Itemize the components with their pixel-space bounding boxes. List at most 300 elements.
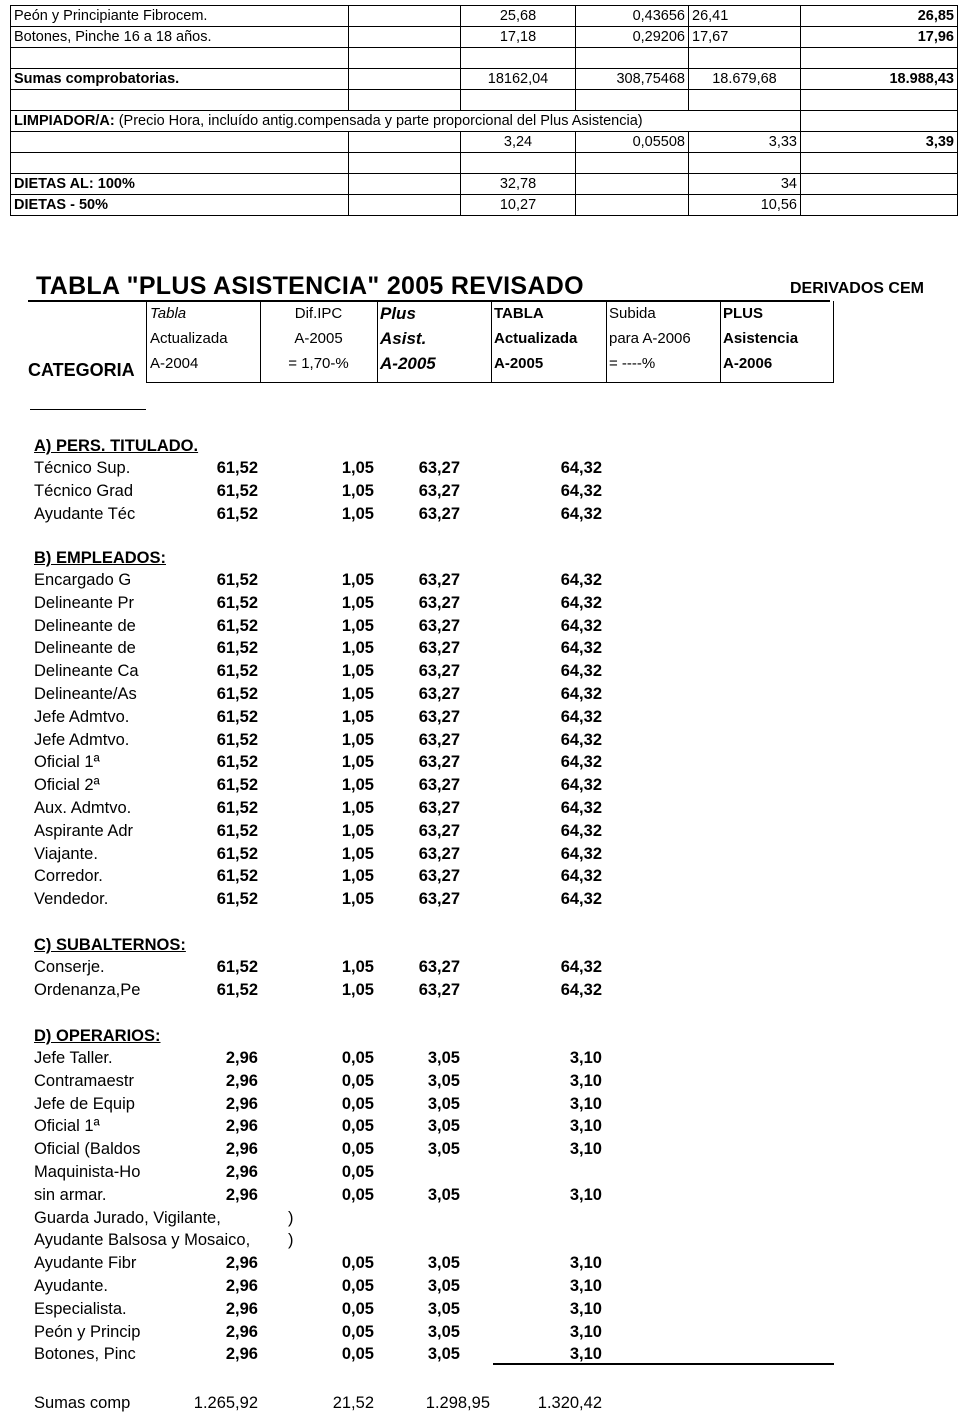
column-header-line: Plus xyxy=(380,304,416,323)
table-row xyxy=(0,1138,964,1160)
value-col-3: 63,27 xyxy=(418,776,460,795)
value-col-1: 61,52 xyxy=(216,593,258,612)
column-header xyxy=(260,301,378,383)
section-title: A) PERS. TITULADO. xyxy=(34,437,199,455)
value-col-4: 3,10 xyxy=(569,1254,602,1273)
value-col-2: 0,05 xyxy=(341,1322,374,1341)
table-row xyxy=(0,797,964,819)
value-col-4: 64,32 xyxy=(560,867,602,886)
value-col-2: 0,05 xyxy=(341,1254,374,1273)
blank-cell xyxy=(349,153,461,174)
cell-c6 xyxy=(801,111,958,132)
category-rule xyxy=(30,409,146,410)
table-row xyxy=(0,592,964,614)
category-header xyxy=(28,360,146,381)
column-header-line: Asist. xyxy=(380,329,427,348)
value-col-4: 64,32 xyxy=(560,753,602,772)
limpiador-note-cell xyxy=(11,111,801,132)
cell-c5: 34 xyxy=(689,174,801,195)
table-row xyxy=(0,1321,964,1343)
category-header-text: CATEGORIA xyxy=(28,360,135,380)
value-col-2: 1,05 xyxy=(341,616,374,635)
table-row xyxy=(0,820,964,842)
value-col-4: 3,10 xyxy=(569,1299,602,1318)
table-row xyxy=(0,1093,964,1115)
value-col-1: 61,52 xyxy=(216,867,258,886)
row-category: Jefe Taller. xyxy=(34,1049,113,1067)
cell-c3: 17,18 xyxy=(461,27,576,48)
top-table-row xyxy=(11,6,958,27)
row-category: Corredor. xyxy=(34,867,103,886)
value-col-4: 3,10 xyxy=(569,1185,602,1204)
cell-c5: 17,67 xyxy=(689,27,801,48)
cell-c6: 3,39 xyxy=(801,132,958,153)
cell-c3: 18162,04 xyxy=(461,69,576,90)
value-col-4: 64,32 xyxy=(560,593,602,612)
cell-c6 xyxy=(801,90,958,111)
total-col-2: 21,52 xyxy=(332,1394,374,1412)
page-title: TABLA "PLUS ASISTENCIA" 2005 REVISADO xyxy=(36,272,584,300)
value-col-1: 61,52 xyxy=(216,571,258,589)
row-category: Delineante de xyxy=(34,639,136,658)
row-category: Especialista. xyxy=(34,1299,127,1318)
cell-c3: 32,78 xyxy=(461,174,576,195)
row-category: Oficial 1ª xyxy=(34,753,100,772)
cell-c5 xyxy=(689,48,801,69)
row-category: Delineante Pr xyxy=(34,593,134,612)
value-col-3: 63,27 xyxy=(418,890,460,909)
value-col-2: 1,05 xyxy=(341,890,374,909)
table-row xyxy=(0,956,964,978)
value-col-2: 0,05 xyxy=(341,1140,374,1159)
top-table xyxy=(10,5,958,216)
value-col-4: 64,32 xyxy=(560,616,602,635)
value-col-3: 3,05 xyxy=(427,1049,460,1067)
value-col-3: 3,05 xyxy=(427,1185,460,1204)
row-category: Contramaestr xyxy=(34,1071,134,1090)
cell-c4: 308,75468 xyxy=(576,69,689,90)
value-col-4: 64,32 xyxy=(560,730,602,749)
value-col-3: 63,27 xyxy=(418,730,460,749)
company-name: DERIVADOS CEM xyxy=(790,280,924,297)
row-label: Botones, Pinche 16 a 18 años. xyxy=(11,27,349,48)
table-row xyxy=(0,569,964,591)
value-col-4: 64,32 xyxy=(560,639,602,658)
row-category: Maquinista-Ho xyxy=(34,1163,141,1181)
table-row xyxy=(0,660,964,682)
value-col-3: 3,05 xyxy=(427,1071,460,1090)
value-col-4: 64,32 xyxy=(560,890,602,909)
limpiador-row xyxy=(11,132,958,153)
value-col-2: 1,05 xyxy=(341,958,374,976)
row-category: Delineante/As xyxy=(34,685,137,703)
value-col-1: 61,52 xyxy=(216,504,258,523)
value-col-2: 1,05 xyxy=(341,593,374,612)
column-header-line: Actualizada xyxy=(150,330,228,347)
table-row xyxy=(0,683,964,705)
row-paren: ) xyxy=(288,1208,294,1227)
column-header-line: A-2006 xyxy=(723,355,773,372)
value-col-2: 1,05 xyxy=(341,639,374,658)
value-col-2: 1,05 xyxy=(341,799,374,817)
cell-c2 xyxy=(349,48,461,69)
value-col-4: 3,10 xyxy=(569,1117,602,1136)
cell-c2 xyxy=(349,195,461,216)
value-col-4: 3,10 xyxy=(569,1345,602,1364)
total-col-1: 1.265,92 xyxy=(193,1394,258,1412)
column-header-line: Tabla xyxy=(150,305,187,322)
column-header-line: = ----% xyxy=(609,355,656,372)
value-col-2: 0,05 xyxy=(341,1185,374,1204)
value-col-1: 2,96 xyxy=(225,1049,258,1067)
cell-c4 xyxy=(576,195,689,216)
column-header-line: A-2005 xyxy=(380,354,436,373)
value-col-2: 0,05 xyxy=(341,1277,374,1295)
value-col-3: 63,27 xyxy=(418,799,460,817)
value-col-1: 2,96 xyxy=(225,1322,258,1341)
value-col-2: 0,05 xyxy=(341,1071,374,1090)
value-col-4: 3,10 xyxy=(569,1094,602,1113)
cell-c5 xyxy=(689,90,801,111)
column-header-line: PLUS xyxy=(723,305,764,322)
value-col-1: 61,52 xyxy=(216,844,258,863)
value-col-3: 3,05 xyxy=(427,1117,460,1136)
value-col-3: 3,05 xyxy=(427,1299,460,1318)
table-row xyxy=(0,480,964,502)
value-col-3: 63,27 xyxy=(418,821,460,840)
value-col-3: 3,05 xyxy=(427,1322,460,1341)
table-row xyxy=(0,457,964,479)
table-row xyxy=(0,1184,964,1206)
totals-row xyxy=(0,1392,964,1414)
value-col-2: 1,05 xyxy=(341,504,374,523)
row-category: Ayudante Téc xyxy=(34,504,136,523)
row-category: Jefe Admtvo. xyxy=(34,730,130,749)
blank-cell xyxy=(11,153,349,174)
value-col-1: 61,52 xyxy=(216,481,258,500)
row-category: Oficial 2ª xyxy=(34,776,100,795)
top-table-row xyxy=(11,90,958,111)
limpiador-note: (Precio Hora, incluído antig.compensada y parte proporcional del Plus Asistencia) xyxy=(114,113,643,129)
cell-c6 xyxy=(801,195,958,216)
table-row xyxy=(0,706,964,728)
cell-c3 xyxy=(461,48,576,69)
value-col-2: 1,05 xyxy=(341,707,374,726)
value-col-2: 1,05 xyxy=(341,481,374,500)
blank-cell xyxy=(461,153,576,174)
row-category: Encargado G xyxy=(34,571,132,589)
value-col-2: 1,05 xyxy=(341,662,374,681)
totals-label: Sumas comp xyxy=(34,1394,131,1412)
value-col-1: 61,52 xyxy=(216,662,258,681)
table-row xyxy=(0,979,964,1001)
row-category: Oficial 1ª xyxy=(34,1117,100,1136)
row-label xyxy=(11,132,349,153)
value-col-1: 2,96 xyxy=(225,1254,258,1273)
row-category: Aux. Admtvo. xyxy=(34,799,132,817)
row-category: Ayudante Fibr xyxy=(34,1254,137,1273)
value-col-3: 63,27 xyxy=(418,639,460,658)
value-col-1: 2,96 xyxy=(225,1117,258,1136)
value-col-4: 64,32 xyxy=(560,481,602,500)
value-col-4: 64,32 xyxy=(560,799,602,817)
value-col-3: 63,27 xyxy=(418,616,460,635)
column-header-line: = 1,70-% xyxy=(288,355,349,372)
value-col-1: 61,52 xyxy=(216,980,258,999)
value-col-3: 63,27 xyxy=(418,707,460,726)
column-header-line: A-2005 xyxy=(294,330,343,347)
value-col-1: 61,52 xyxy=(216,459,258,477)
column-header xyxy=(377,301,492,383)
section-title: D) OPERARIOS: xyxy=(34,1027,161,1045)
limpiador-header-row xyxy=(11,111,958,132)
row-category: Vendedor. xyxy=(34,890,109,909)
table-row xyxy=(0,751,964,773)
row-category: Guarda Jurado, Vigilante, xyxy=(34,1208,221,1227)
value-col-2: 0,05 xyxy=(341,1163,374,1181)
cell-c2 xyxy=(349,69,461,90)
row-category: Técnico Grad xyxy=(34,481,134,500)
table-row xyxy=(0,774,964,796)
value-col-1: 2,96 xyxy=(225,1277,258,1295)
cell-c2 xyxy=(349,132,461,153)
value-col-1: 61,52 xyxy=(216,730,258,749)
column-header-line: para A-2006 xyxy=(609,330,691,347)
cell-c4 xyxy=(576,174,689,195)
value-col-4: 3,10 xyxy=(569,1277,602,1295)
row-label xyxy=(11,90,349,111)
value-col-4: 64,32 xyxy=(560,707,602,726)
value-col-2: 1,05 xyxy=(341,571,374,589)
cell-c4: 0,05508 xyxy=(576,132,689,153)
row-label: DIETAS - 50% xyxy=(11,195,349,216)
value-col-1: 2,96 xyxy=(225,1163,258,1181)
top-table-row xyxy=(11,27,958,48)
value-col-4: 3,10 xyxy=(569,1071,602,1090)
table-row xyxy=(0,843,964,865)
cell-c4: 0,29206 xyxy=(576,27,689,48)
column-header xyxy=(606,301,721,383)
top-table-row xyxy=(11,48,958,69)
row-category: Viajante. xyxy=(34,844,98,863)
value-col-1: 61,52 xyxy=(216,707,258,726)
row-category: Peón y Princip xyxy=(34,1322,141,1341)
row-label: Sumas comprobatorias. xyxy=(11,69,349,90)
column-header xyxy=(146,301,261,383)
value-col-3: 63,27 xyxy=(418,980,460,999)
value-col-4: 64,32 xyxy=(560,958,602,976)
value-col-3: 63,27 xyxy=(418,685,460,703)
value-col-1: 61,52 xyxy=(216,639,258,658)
value-col-3: 3,05 xyxy=(427,1254,460,1273)
table-row xyxy=(0,1298,964,1320)
value-col-4: 64,32 xyxy=(560,980,602,999)
value-col-2: 0,05 xyxy=(341,1117,374,1136)
cell-c5: 3,33 xyxy=(689,132,801,153)
value-col-3: 3,05 xyxy=(427,1140,460,1159)
cell-c3 xyxy=(461,90,576,111)
column-header-line: A-2005 xyxy=(494,355,544,372)
value-col-4: 64,32 xyxy=(560,504,602,523)
table-row xyxy=(0,1229,964,1251)
table-row xyxy=(0,1070,964,1092)
value-col-2: 1,05 xyxy=(341,753,374,772)
table-row xyxy=(0,888,964,910)
value-col-3: 3,05 xyxy=(427,1094,460,1113)
value-col-2: 0,05 xyxy=(341,1299,374,1318)
cell-c6: 18.988,43 xyxy=(801,69,958,90)
cell-c5: 18.679,68 xyxy=(689,69,801,90)
value-col-2: 0,05 xyxy=(341,1049,374,1067)
table-row xyxy=(0,1207,964,1229)
table-row xyxy=(0,1275,964,1297)
value-col-1: 61,52 xyxy=(216,821,258,840)
value-col-4: 3,10 xyxy=(569,1049,602,1067)
row-category: Botones, Pinc xyxy=(34,1345,136,1364)
cell-c6 xyxy=(801,174,958,195)
value-col-1: 61,52 xyxy=(216,890,258,909)
value-col-2: 1,05 xyxy=(341,844,374,863)
value-col-1: 61,52 xyxy=(216,685,258,703)
value-col-3: 3,05 xyxy=(427,1345,460,1364)
value-col-3: 3,05 xyxy=(427,1277,460,1295)
dietas-row xyxy=(11,174,958,195)
value-col-2: 1,05 xyxy=(341,730,374,749)
value-col-2: 1,05 xyxy=(341,776,374,795)
blank-row xyxy=(11,153,958,174)
column-header-line: TABLA xyxy=(494,305,544,322)
value-col-1: 2,96 xyxy=(225,1071,258,1090)
row-category: Aspirante Adr xyxy=(34,821,134,840)
cell-c6: 26,85 xyxy=(801,6,958,27)
value-col-1: 61,52 xyxy=(216,616,258,635)
column-header-line: Asistencia xyxy=(723,330,799,347)
cell-c2 xyxy=(349,27,461,48)
row-category: Delineante de xyxy=(34,616,136,635)
total-col-3: 1.298,95 xyxy=(425,1394,490,1412)
blank-cell xyxy=(576,153,689,174)
value-col-4: 64,32 xyxy=(560,776,602,795)
value-col-3: 63,27 xyxy=(418,844,460,863)
value-col-4: 3,10 xyxy=(569,1322,602,1341)
row-label: Peón y Principiante Fibrocem. xyxy=(11,6,349,27)
cell-c2 xyxy=(349,174,461,195)
value-col-4: 64,32 xyxy=(560,821,602,840)
table-row xyxy=(0,1161,964,1183)
cell-c3: 10,27 xyxy=(461,195,576,216)
total-col-4: 1.320,42 xyxy=(537,1394,602,1412)
value-col-3: 63,27 xyxy=(418,662,460,681)
column-header-line: A-2004 xyxy=(150,355,199,372)
value-col-1: 61,52 xyxy=(216,776,258,795)
row-category: Delineante Ca xyxy=(34,662,139,681)
value-col-1: 2,96 xyxy=(225,1345,258,1364)
cell-c3: 25,68 xyxy=(461,6,576,27)
value-col-3: 63,27 xyxy=(418,593,460,612)
value-col-3: 63,27 xyxy=(418,504,460,523)
value-col-2: 1,05 xyxy=(341,980,374,999)
cell-c4: 0,43656 xyxy=(576,6,689,27)
table-row xyxy=(0,1115,964,1137)
row-category: Oficial (Baldos xyxy=(34,1140,141,1159)
row-label: DIETAS AL: 100% xyxy=(11,174,349,195)
row-paren: ) xyxy=(288,1231,294,1250)
blank-cell xyxy=(689,153,801,174)
limpiador-label: LIMPIADOR/A: xyxy=(14,113,115,129)
column-header xyxy=(720,301,834,383)
value-col-3: 63,27 xyxy=(418,958,460,976)
table-row xyxy=(0,637,964,659)
value-col-1: 61,52 xyxy=(216,958,258,976)
section-title: C) SUBALTERNOS: xyxy=(34,936,186,954)
row-label xyxy=(11,48,349,69)
row-category: Técnico Sup. xyxy=(34,459,131,477)
cell-c2 xyxy=(349,90,461,111)
column-header-line: Actualizada xyxy=(494,330,578,347)
value-col-2: 0,05 xyxy=(341,1345,374,1364)
row-category: Conserje. xyxy=(34,958,105,976)
column-header xyxy=(491,301,607,383)
cell-c6 xyxy=(801,48,958,69)
value-col-2: 1,05 xyxy=(341,685,374,703)
value-col-3: 63,27 xyxy=(418,753,460,772)
cell-c4 xyxy=(576,90,689,111)
value-col-4: 64,32 xyxy=(560,571,602,589)
dietas-row xyxy=(11,195,958,216)
column-header-line: Subida xyxy=(609,305,656,322)
value-col-2: 1,05 xyxy=(341,459,374,477)
value-col-4: 64,32 xyxy=(560,459,602,477)
top-table-row xyxy=(11,69,958,90)
table-row xyxy=(0,1047,964,1069)
table-row xyxy=(0,729,964,751)
value-col-3: 63,27 xyxy=(418,867,460,886)
value-col-1: 61,52 xyxy=(216,753,258,772)
cell-c3: 3,24 xyxy=(461,132,576,153)
value-col-2: 1,05 xyxy=(341,867,374,886)
value-col-1: 2,96 xyxy=(225,1299,258,1318)
cell-c2 xyxy=(349,6,461,27)
table-row xyxy=(0,865,964,887)
value-col-3: 63,27 xyxy=(418,459,460,477)
value-col-2: 1,05 xyxy=(341,821,374,840)
value-col-4: 64,32 xyxy=(560,685,602,703)
value-col-1: 2,96 xyxy=(225,1185,258,1204)
value-col-3: 63,27 xyxy=(418,571,460,589)
table-row xyxy=(0,615,964,637)
section-title: B) EMPLEADOS: xyxy=(34,549,166,567)
cell-c5: 26,41 xyxy=(689,6,801,27)
value-col-1: 2,96 xyxy=(225,1094,258,1113)
cell-c4 xyxy=(576,48,689,69)
sum-rule xyxy=(493,1363,834,1365)
column-header-line: Dif.IPC xyxy=(294,305,343,322)
cell-c6: 17,96 xyxy=(801,27,958,48)
row-category: Jefe de Equip xyxy=(34,1094,135,1113)
blank-cell xyxy=(801,153,958,174)
row-category: Ordenanza,Pe xyxy=(34,980,141,999)
value-col-3: 63,27 xyxy=(418,481,460,500)
table-row xyxy=(0,503,964,525)
row-category: Jefe Admtvo. xyxy=(34,707,130,726)
row-category: Ayudante. xyxy=(34,1277,109,1295)
value-col-4: 3,10 xyxy=(569,1140,602,1159)
value-col-4: 64,32 xyxy=(560,662,602,681)
value-col-1: 2,96 xyxy=(225,1140,258,1159)
value-col-2: 0,05 xyxy=(341,1094,374,1113)
value-col-1: 61,52 xyxy=(216,799,258,817)
row-category: Ayudante Balsosa y Mosaico, xyxy=(34,1231,251,1250)
